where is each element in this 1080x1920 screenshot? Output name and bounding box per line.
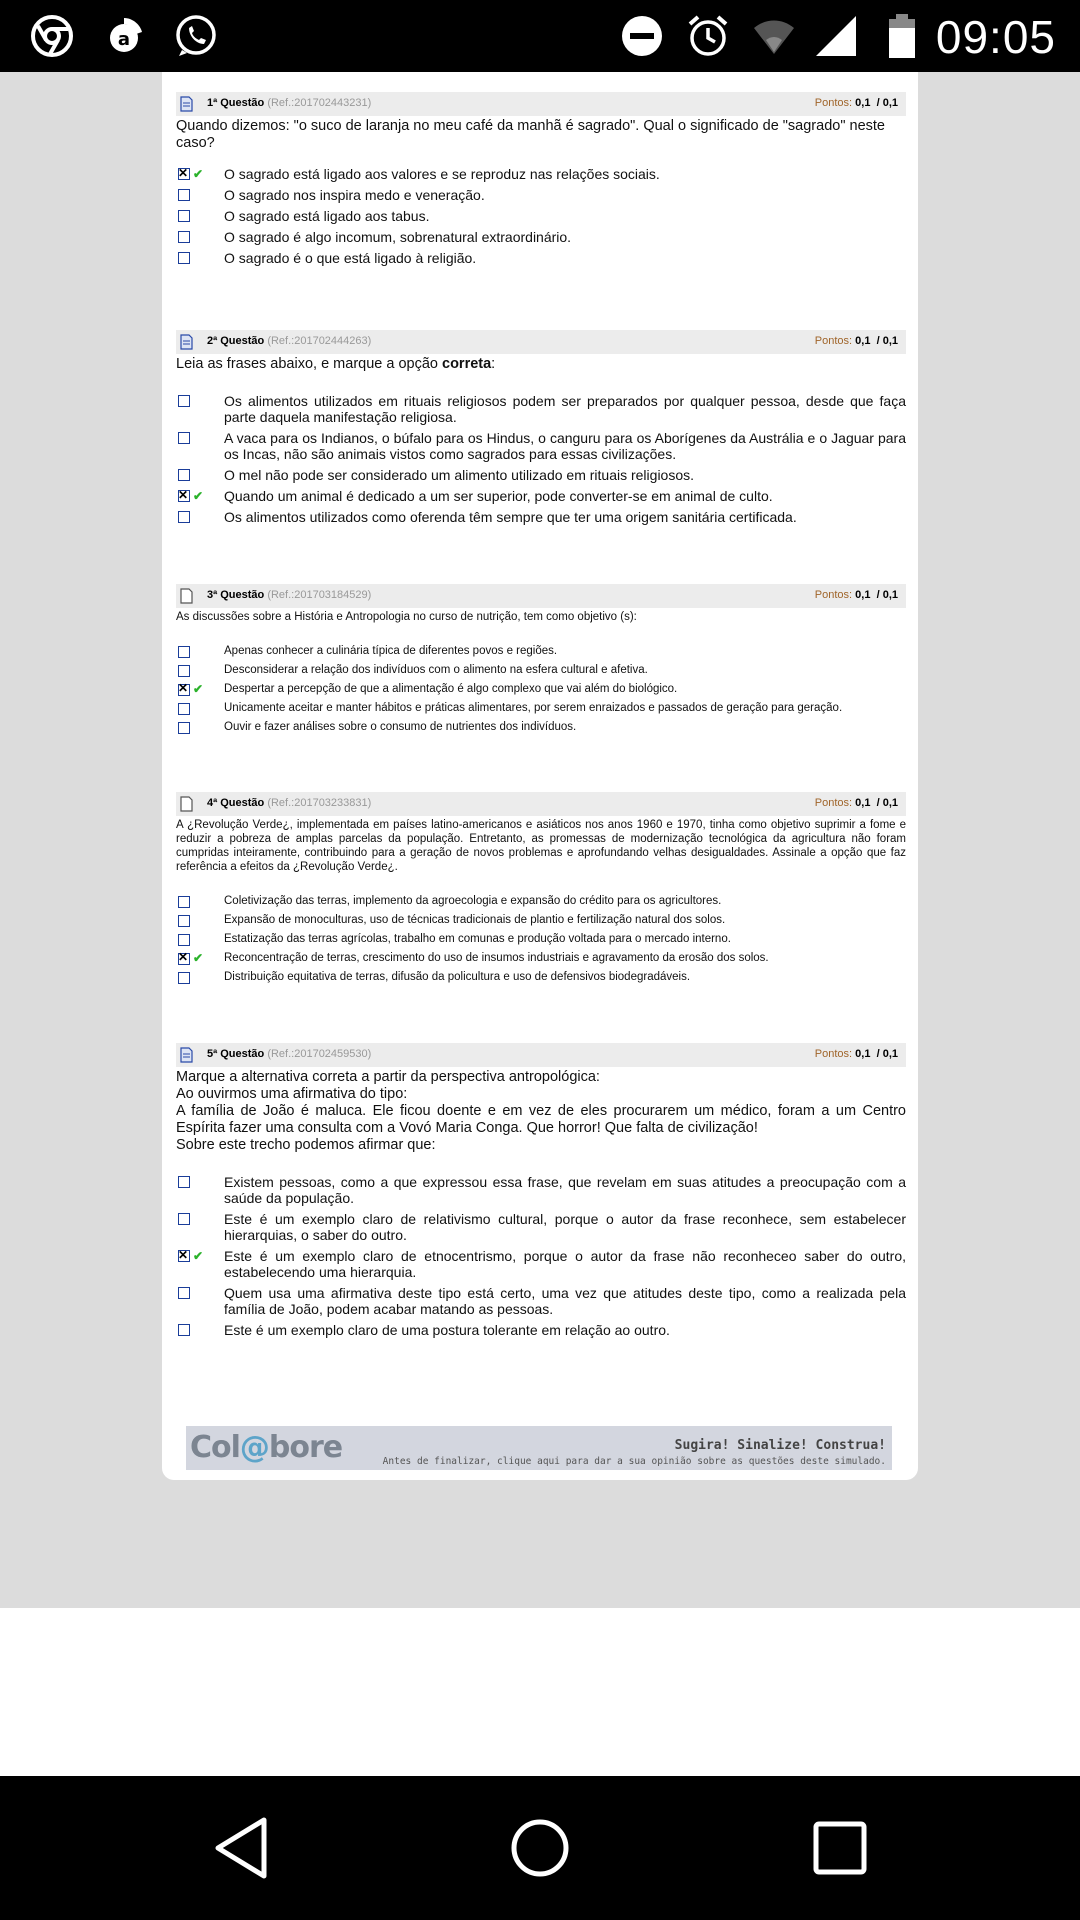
colabore-logo: Col@bore <box>190 1430 343 1465</box>
correct-check-icon: ✔ <box>193 489 204 503</box>
checkbox[interactable] <box>178 395 190 407</box>
option[interactable]: Distribuição equitativa de terras, difusão da policultura e uso de defensivos biodegradáveis. <box>176 970 906 984</box>
checkbox[interactable] <box>178 896 190 908</box>
question-title: 2ª Questão (Ref.:201702444263) <box>207 335 372 347</box>
document-icon <box>180 1047 193 1063</box>
question-header <box>176 584 906 608</box>
chrome-icon <box>30 14 74 58</box>
option[interactable]: Ouvir e fazer análises sobre o consumo de nutrientes dos indivíduos. <box>176 720 906 734</box>
checkbox-checked[interactable] <box>178 490 190 502</box>
alarm-icon <box>686 14 730 58</box>
option[interactable]: Quem usa uma afirmativa deste tipo está certo, uma vez que atitudes deste tipo, como a realizada pela família de João, podem acabar matando as pessoas. <box>176 1285 906 1317</box>
question-stem: As discussões sobre a História e Antropologia no curso de nutrição, tem como objetivo (s): <box>176 611 637 623</box>
options-list <box>176 894 906 984</box>
option[interactable]: Unicamente aceitar e manter hábitos e práticas alimentares, por serem enraizados e passados de geração para geração. <box>176 701 906 715</box>
question-header <box>176 92 906 116</box>
wifi-icon <box>752 14 796 58</box>
document-icon <box>180 334 193 350</box>
question-title: 4ª Questão (Ref.:201703233831) <box>207 797 372 809</box>
option[interactable]: Os alimentos utilizados em rituais religiosos podem ser preparados por qualquer pessoa, desde que faça parte daquela manifestação religiosa. <box>176 393 906 425</box>
option[interactable]: Este é um exemplo claro de uma postura tolerante em relação ao outro. <box>176 1322 906 1338</box>
clock: 09:05 <box>935 11 1056 63</box>
option[interactable]: ✕ ✔ Despertar a percepção de que a alimentação é algo complexo que vai além do biológico. <box>176 682 906 696</box>
document-icon <box>180 588 193 604</box>
question-title: 3ª Questão (Ref.:201703184529) <box>207 589 372 601</box>
question-header <box>176 792 906 816</box>
checkbox[interactable] <box>178 1176 190 1188</box>
option[interactable]: Os alimentos utilizados como oferenda têm sempre que ter uma origem sanitária certificada. <box>176 509 906 525</box>
option[interactable]: Este é um exemplo claro de relativismo cultural, porque o autor da frase reconhece, sem estabelecer hierarquias, o saber do outro. <box>176 1211 906 1243</box>
points: Pontos: 0,1 / 0,1 <box>814 1048 898 1060</box>
battery-icon <box>880 14 924 58</box>
checkbox[interactable] <box>178 972 190 984</box>
whatsapp-icon <box>174 14 218 58</box>
checkbox[interactable] <box>178 189 190 201</box>
back-icon[interactable] <box>206 1812 278 1884</box>
option[interactable]: O mel não pode ser considerado um alimento utilizado em rituais religiosos. <box>176 467 906 483</box>
checkbox[interactable] <box>178 915 190 927</box>
checkbox[interactable] <box>178 1213 190 1225</box>
option[interactable]: Desconsiderar a relação dos indivíduos com o alimento na esfera cultural e afetiva. <box>176 663 906 677</box>
points: Pontos: 0,1 / 0,1 <box>814 335 898 347</box>
correct-check-icon: ✔ <box>193 1249 204 1263</box>
checkbox-checked[interactable] <box>178 1250 190 1262</box>
checkbox[interactable] <box>178 252 190 264</box>
option[interactable]: Expansão de monoculturas, uso de técnicas tradicionais de plantio e fertilização natural dos solos. <box>176 913 906 927</box>
recents-icon[interactable] <box>804 1812 876 1884</box>
question-header <box>176 330 906 354</box>
question-title: 1ª Questão (Ref.:201702443231) <box>207 97 372 109</box>
banner-slogan: Sugira! Sinalize! Construa! <box>674 1438 886 1453</box>
checkbox[interactable] <box>178 722 190 734</box>
option[interactable]: Estatização das terras agrícolas, trabalho em comunas e produção voltada para o mercado interno. <box>176 932 906 946</box>
question-4 <box>176 792 906 989</box>
question-stem: Marque a alternativa correta a partir da perspectiva antropológica: Ao ouvirmos uma afirmativa do tipo: A família de João é maluca. Ele ficou doente e em vez de eles procurarem um médico, foram a um Centro Espírita fazer uma consulta com a Vovó Maria Conga. Que horror! Que falta de civilização! Sobre este trecho podemos afirmar que: <box>176 1069 906 1153</box>
checkbox-checked[interactable] <box>178 953 190 965</box>
options-list <box>176 393 906 525</box>
colabore-banner[interactable] <box>186 1426 892 1470</box>
option[interactable]: ✕ ✔ Reconcentração de terras, crescimento do uso de insumos industriais e agravamento da erosão dos solos. <box>176 951 906 965</box>
checkbox[interactable] <box>178 210 190 222</box>
correct-check-icon: ✔ <box>193 951 204 965</box>
options-list <box>176 1174 906 1338</box>
question-title: 5ª Questão (Ref.:201702459530) <box>207 1048 372 1060</box>
points: Pontos: 0,1 / 0,1 <box>814 97 898 109</box>
checkbox[interactable] <box>178 703 190 715</box>
points: Pontos: 0,1 / 0,1 <box>814 797 898 809</box>
question-stem: Leia as frases abaixo, e marque a opção correta: <box>176 356 496 372</box>
checkbox[interactable] <box>178 1287 190 1299</box>
checkbox[interactable] <box>178 231 190 243</box>
option[interactable]: O sagrado está ligado aos tabus. <box>176 208 906 224</box>
points: Pontos: 0,1 / 0,1 <box>814 589 898 601</box>
checkbox-checked[interactable] <box>178 684 190 696</box>
question-header <box>176 1043 906 1067</box>
option[interactable]: O sagrado nos inspira medo e veneração. <box>176 187 906 203</box>
question-1 <box>176 92 906 271</box>
document-icon <box>180 96 193 112</box>
checkbox[interactable] <box>178 934 190 946</box>
banner-subtitle: Antes de finalizar, clique aqui para dar a sua opinião sobre as questões deste simulado. <box>382 1456 886 1467</box>
option[interactable]: Coletivização das terras, implemento da agroecologia e expansão do crédito para os agricultores. <box>176 894 906 908</box>
signal-icon <box>814 14 858 58</box>
page-bottom <box>0 1608 1080 1776</box>
option[interactable]: ✕ ✔ Quando um animal é dedicado a um ser superior, pode converter-se em animal de culto. <box>176 488 906 504</box>
checkbox[interactable] <box>178 432 190 444</box>
option[interactable]: Existem pessoas, como a que expressou essa frase, que revelam em suas atitudes a preocupação com a saúde da população. <box>176 1174 906 1206</box>
checkbox-checked[interactable] <box>178 168 190 180</box>
svg-text:a: a <box>117 29 131 50</box>
question-5 <box>176 1043 906 1343</box>
correct-check-icon: ✔ <box>193 682 204 696</box>
question-2 <box>176 330 906 530</box>
question-stem: Quando dizemos: "o suco de laranja no meu café da manhã é sagrado". Qual o significado de "sagrado" neste caso? <box>176 118 885 151</box>
option[interactable]: ✕ ✔ O sagrado está ligado aos valores e se reproduz nas relações sociais. <box>176 166 906 182</box>
options-list <box>176 166 906 266</box>
document-icon <box>180 796 193 812</box>
question-stem: A ¿Revolução Verde¿, implementada em países latino-americanos e asiáticos nos anos 1960 e 1970, tinha como objetivo suprimir a fome e reduzir a pobreza de amplas parcelas da população. Entretanto, as promessas de modernização tecnológica da agricultura não foram cumpridas inteiramente, contribuindo para a geração de novos problemas e aprofundando velhas desigualdades. Assinale a opção que faz referência a efeitos da ¿Revolução Verde¿. <box>176 819 906 873</box>
correct-check-icon: ✔ <box>193 167 204 181</box>
status-bar <box>0 0 1080 72</box>
question-3 <box>176 584 906 739</box>
do-not-disturb-icon <box>620 14 664 58</box>
option[interactable]: O sagrado é o que está ligado à religião. <box>176 250 906 266</box>
option[interactable]: O sagrado é algo incomum, sobrenatural extraordinário. <box>176 229 906 245</box>
options-list <box>176 644 906 734</box>
checkbox[interactable] <box>178 646 190 658</box>
home-icon[interactable] <box>504 1812 576 1884</box>
checkbox[interactable] <box>178 511 190 523</box>
avast-icon <box>102 14 146 58</box>
option[interactable]: A vaca para os Indianos, o búfalo para os Hindus, o canguru para os Aborígenes da Austrália e o Jaguar para os Incas, não são animais vistos como sagrados para essas civilizações. <box>176 430 906 462</box>
option[interactable]: Apenas conhecer a culinária típica de diferentes povos e regiões. <box>176 644 906 658</box>
checkbox[interactable] <box>178 1324 190 1336</box>
checkbox[interactable] <box>178 469 190 481</box>
checkbox[interactable] <box>178 665 190 677</box>
navigation-bar <box>0 1776 1080 1920</box>
option[interactable]: ✕ ✔ Este é um exemplo claro de etnocentrismo, porque o autor da frase não reconheceo saber do outro, estabelecendo uma hierarquia. <box>176 1248 906 1280</box>
